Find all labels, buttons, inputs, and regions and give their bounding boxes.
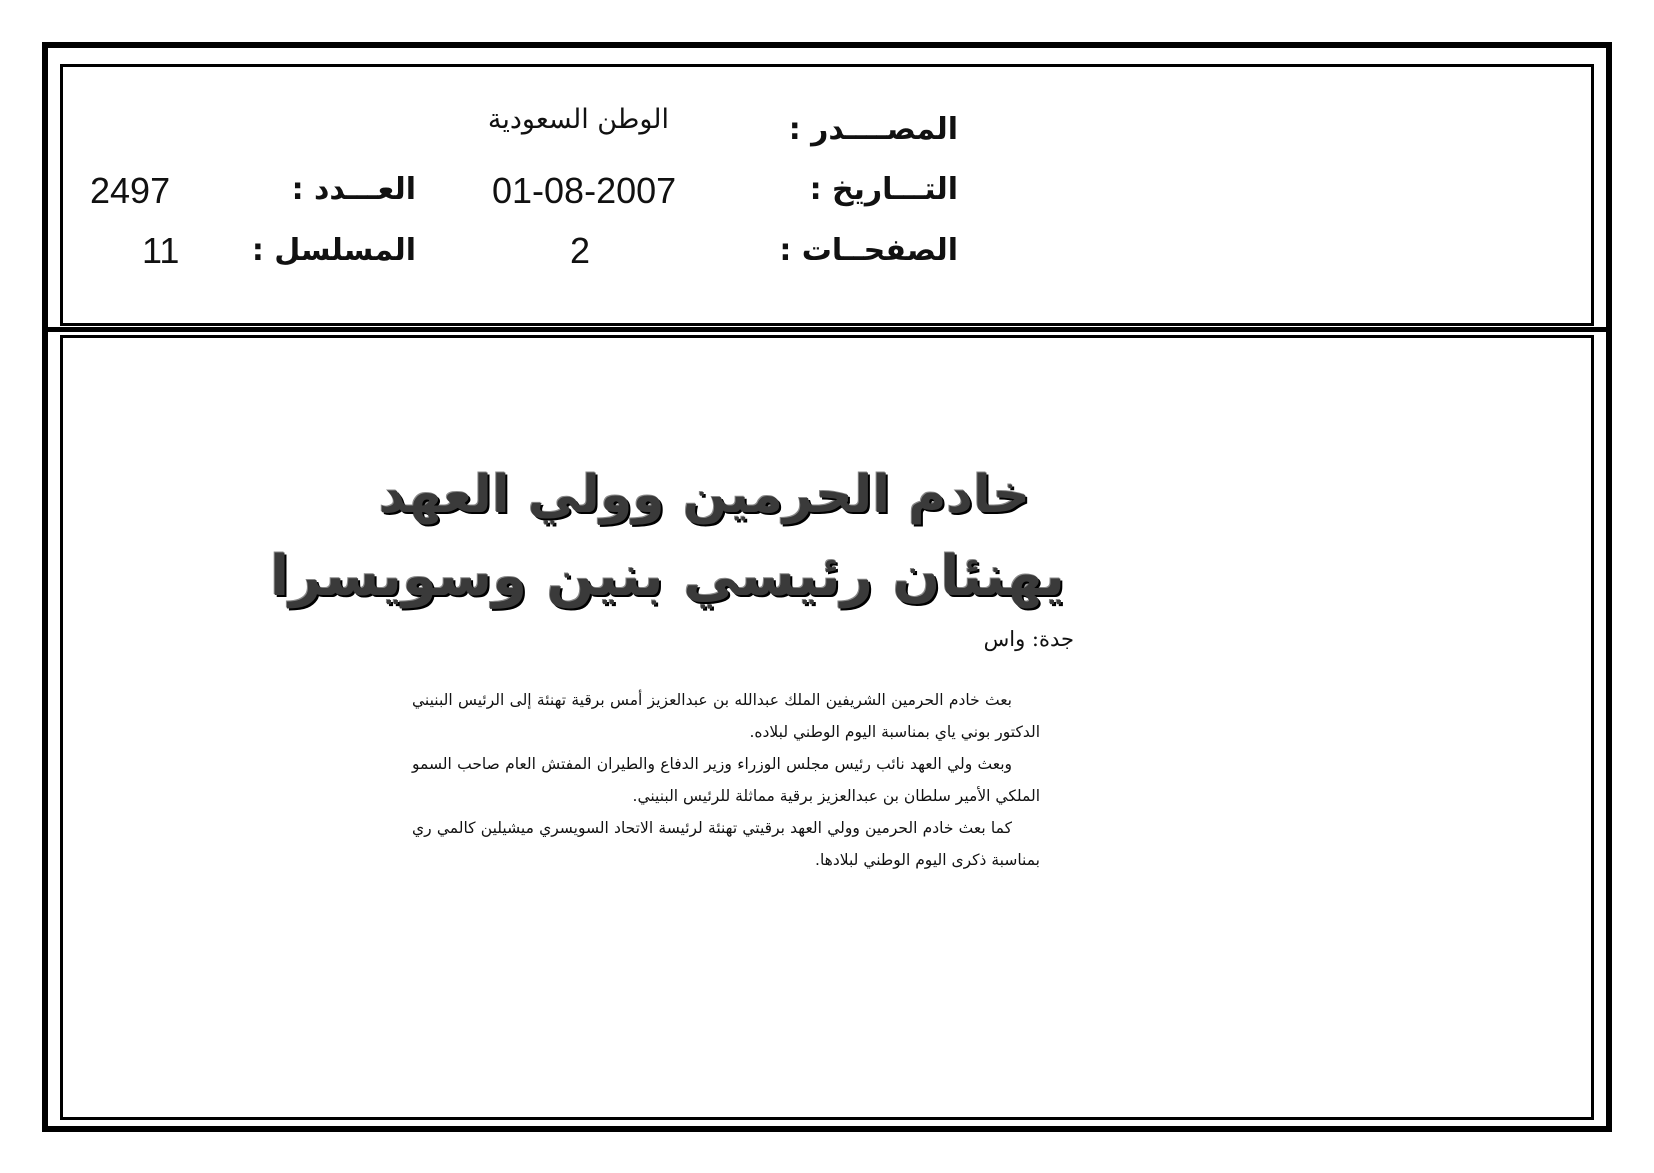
headline-line-2: يهنئان رئيسي بنين وسويسرا [270,544,1065,609]
date-value: 01-08-2007 [492,170,677,211]
article-body [412,684,1040,876]
pages-value: 2 [570,230,591,271]
article-paragraph: بعث خادم الحرمين الشريفين الملك عبدالله بن عبدالعزيز أمس برقية تهنئة إلى الرئيس البنيني الدكتور بوني ياي بمناسبة اليوم الوطني لبلاده. [412,691,1040,741]
section-divider [46,327,1608,332]
serial-value: 11 [142,230,180,271]
article-paragraph: وبعث ولي العهد نائب رئيس مجلس الوزراء وزير الدفاع والطيران المفتش العام صاحب السمو الملكي الأمير سلطان بن عبدالعزيز برقية مماثلة للرئيس البنيني. [412,755,1040,805]
source-value: الوطن السعودية [487,104,669,135]
date-label: التـــاريخ : [809,172,958,207]
article-paragraph: كما بعث خادم الحرمين وولي العهد برقيتي تهنئة لرئيسة الاتحاد السويسري ميشيلين كالمي ري بمناسبة ذكرى اليوم الوطني لبلادها. [412,819,1040,869]
source-label: المصــــدر : [788,112,958,147]
headline-line-1: خادم الحرمين وولي العهد [378,465,1030,525]
pages-label: الصفحــات : [779,233,958,268]
article-byline: جدة: واس [983,627,1074,651]
issue-value: 2497 [90,170,171,211]
issue-label: العـــدد : [291,172,416,207]
serial-label: المسلسل : [251,233,416,268]
